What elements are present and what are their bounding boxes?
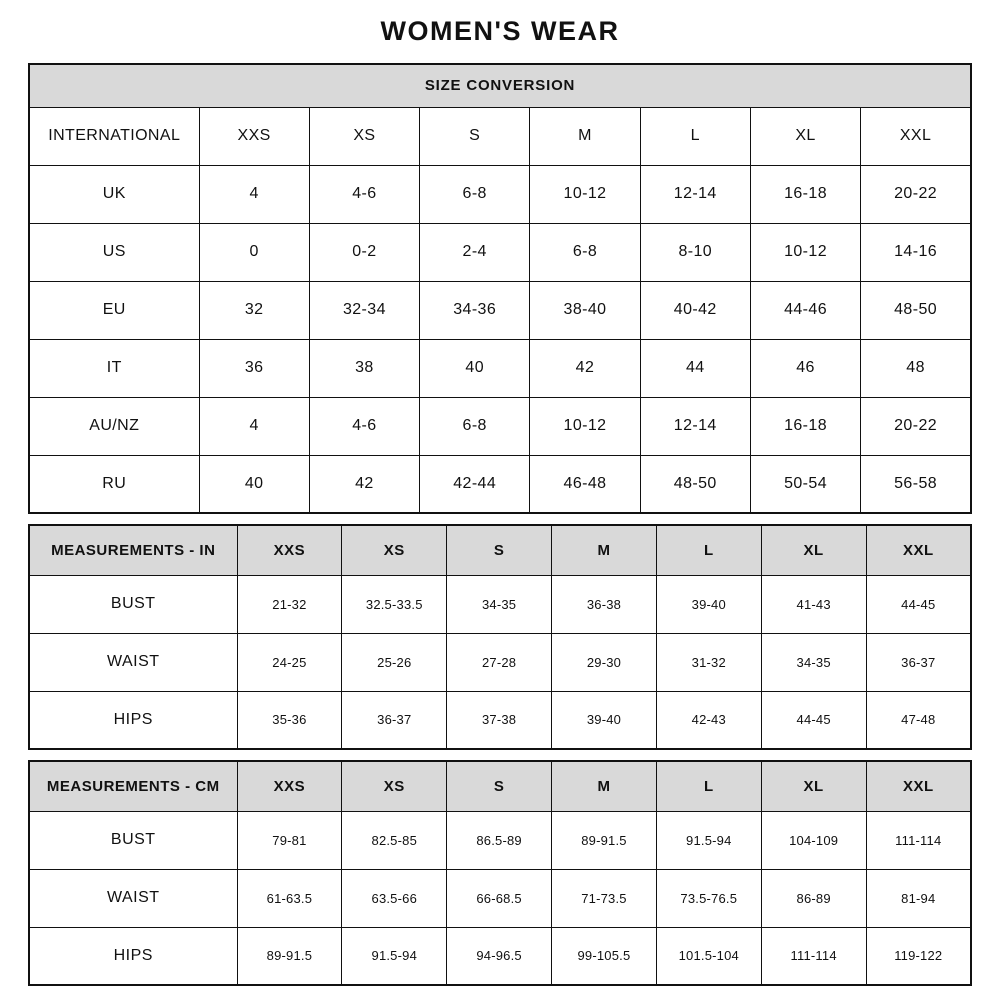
table-cell: 12-14: [640, 165, 750, 223]
table-cell: 86.5-89: [447, 811, 552, 869]
table-cell: 44-45: [866, 575, 971, 633]
table-cell: 31-32: [656, 633, 761, 691]
measurements-cm-title: MEASUREMENTS - CM: [29, 761, 237, 811]
table-cell: 63.5-66: [342, 869, 447, 927]
row-label: US: [29, 223, 199, 281]
table-cell: 101.5-104: [656, 927, 761, 985]
table-cell: 73.5-76.5: [656, 869, 761, 927]
table-row-eu: [29, 281, 971, 339]
table-cell: 21-32: [237, 575, 342, 633]
table-row-hips-cm: [29, 927, 971, 985]
table-cell: 39-40: [552, 691, 657, 749]
table-cell: 46: [750, 339, 860, 397]
table-row-bust-cm: [29, 811, 971, 869]
size-header-cell: XXS: [237, 525, 342, 575]
table-cell: 71-73.5: [552, 869, 657, 927]
table-row-waist-cm: [29, 869, 971, 927]
table-row-us: [29, 223, 971, 281]
row-label: BUST: [29, 575, 237, 633]
size-header-cell: L: [656, 525, 761, 575]
table-cell: 6-8: [420, 397, 530, 455]
table-cell: 82.5-85: [342, 811, 447, 869]
table-cell: 12-14: [640, 397, 750, 455]
table-cell: 8-10: [640, 223, 750, 281]
table-row-ru: [29, 455, 971, 513]
table-cell: 44-45: [761, 691, 866, 749]
table-cell: 16-18: [750, 397, 860, 455]
measurements-in-title: MEASUREMENTS - IN: [29, 525, 237, 575]
table-cell: 46-48: [530, 455, 640, 513]
table-cell: 0-2: [309, 223, 419, 281]
row-label: HIPS: [29, 927, 237, 985]
table-cell: 6-8: [420, 165, 530, 223]
row-label: INTERNATIONAL: [29, 107, 199, 165]
table-cell: 4-6: [309, 165, 419, 223]
table-cell: 2-4: [420, 223, 530, 281]
table-cell: 29-30: [552, 633, 657, 691]
table-cell: 111-114: [761, 927, 866, 985]
table-cell: 48: [861, 339, 971, 397]
table-cell: 66-68.5: [447, 869, 552, 927]
table-cell: 20-22: [861, 165, 971, 223]
row-label: IT: [29, 339, 199, 397]
table-cell: L: [640, 107, 750, 165]
table-cell: 42: [530, 339, 640, 397]
table-cell: 42-43: [656, 691, 761, 749]
table-cell: 34-35: [761, 633, 866, 691]
table-cell: 4-6: [309, 397, 419, 455]
table-cell: 40: [420, 339, 530, 397]
table-cell: 89-91.5: [237, 927, 342, 985]
table-cell: 34-35: [447, 575, 552, 633]
table-cell: 50-54: [750, 455, 860, 513]
table-cell: 61-63.5: [237, 869, 342, 927]
size-conversion-title: SIZE CONVERSION: [29, 64, 971, 107]
measurements-in-header-row: [29, 525, 971, 575]
table-cell: XS: [309, 107, 419, 165]
table-cell: 4: [199, 397, 309, 455]
table-cell: 16-18: [750, 165, 860, 223]
table-cell: 25-26: [342, 633, 447, 691]
row-label: BUST: [29, 811, 237, 869]
table-cell: 38-40: [530, 281, 640, 339]
table-cell: 32.5-33.5: [342, 575, 447, 633]
table-cell: 37-38: [447, 691, 552, 749]
table-cell: M: [530, 107, 640, 165]
row-label: HIPS: [29, 691, 237, 749]
table-cell: 89-91.5: [552, 811, 657, 869]
table-row-aunz: [29, 397, 971, 455]
table-row-international: [29, 107, 971, 165]
table-cell: 36-37: [342, 691, 447, 749]
table-cell: 42-44: [420, 455, 530, 513]
table-cell: 111-114: [866, 811, 971, 869]
size-header-cell: XS: [342, 525, 447, 575]
table-cell: 10-12: [750, 223, 860, 281]
size-header-cell: L: [656, 761, 761, 811]
table-cell: 20-22: [861, 397, 971, 455]
size-header-cell: XL: [761, 525, 866, 575]
table-row-waist-in: [29, 633, 971, 691]
table-row-hips-in: [29, 691, 971, 749]
row-label: WAIST: [29, 633, 237, 691]
table-cell: 47-48: [866, 691, 971, 749]
table-cell: 32: [199, 281, 309, 339]
measurements-cm-table: [28, 760, 972, 986]
row-label: WAIST: [29, 869, 237, 927]
row-label: AU/NZ: [29, 397, 199, 455]
table-cell: 94-96.5: [447, 927, 552, 985]
table-cell: 36-37: [866, 633, 971, 691]
table-cell: 40-42: [640, 281, 750, 339]
size-header-cell: M: [552, 761, 657, 811]
table-cell: 10-12: [530, 397, 640, 455]
size-conversion-title-row: [29, 64, 971, 107]
table-cell: 86-89: [761, 869, 866, 927]
measurements-in-table: [28, 524, 972, 750]
table-cell: 10-12: [530, 165, 640, 223]
table-cell: 99-105.5: [552, 927, 657, 985]
table-cell: 32-34: [309, 281, 419, 339]
size-header-cell: S: [447, 761, 552, 811]
table-cell: S: [420, 107, 530, 165]
table-cell: 39-40: [656, 575, 761, 633]
size-header-cell: XXL: [866, 761, 971, 811]
size-header-cell: XS: [342, 761, 447, 811]
table-cell: 36-38: [552, 575, 657, 633]
table-cell: 91.5-94: [342, 927, 447, 985]
table-cell: 14-16: [861, 223, 971, 281]
table-cell: 41-43: [761, 575, 866, 633]
table-cell: 48-50: [640, 455, 750, 513]
table-cell: 35-36: [237, 691, 342, 749]
table-cell: 0: [199, 223, 309, 281]
size-header-cell: XXS: [237, 761, 342, 811]
table-cell: 40: [199, 455, 309, 513]
table-cell: 24-25: [237, 633, 342, 691]
table-cell: 44-46: [750, 281, 860, 339]
table-row-it: [29, 339, 971, 397]
table-cell: 44: [640, 339, 750, 397]
table-cell: XXL: [861, 107, 971, 165]
table-row-uk: [29, 165, 971, 223]
table-cell: 27-28: [447, 633, 552, 691]
table-cell: 79-81: [237, 811, 342, 869]
table-cell: 6-8: [530, 223, 640, 281]
table-cell: 81-94: [866, 869, 971, 927]
table-cell: 4: [199, 165, 309, 223]
table-cell: 42: [309, 455, 419, 513]
table-cell: 119-122: [866, 927, 971, 985]
page-title: WOMEN'S WEAR: [380, 16, 620, 46]
table-cell: 91.5-94: [656, 811, 761, 869]
row-label: RU: [29, 455, 199, 513]
table-cell: 104-109: [761, 811, 866, 869]
table-cell: 48-50: [861, 281, 971, 339]
table-cell: XXS: [199, 107, 309, 165]
row-label: EU: [29, 281, 199, 339]
row-label: UK: [29, 165, 199, 223]
size-header-cell: M: [552, 525, 657, 575]
table-cell: 36: [199, 339, 309, 397]
size-header-cell: S: [447, 525, 552, 575]
size-header-cell: XL: [761, 761, 866, 811]
size-conversion-table: [28, 63, 972, 514]
size-header-cell: XXL: [866, 525, 971, 575]
table-cell: 56-58: [861, 455, 971, 513]
table-cell: 38: [309, 339, 419, 397]
table-cell: 34-36: [420, 281, 530, 339]
table-cell: XL: [750, 107, 860, 165]
table-row-bust-in: [29, 575, 971, 633]
measurements-cm-header-row: [29, 761, 971, 811]
